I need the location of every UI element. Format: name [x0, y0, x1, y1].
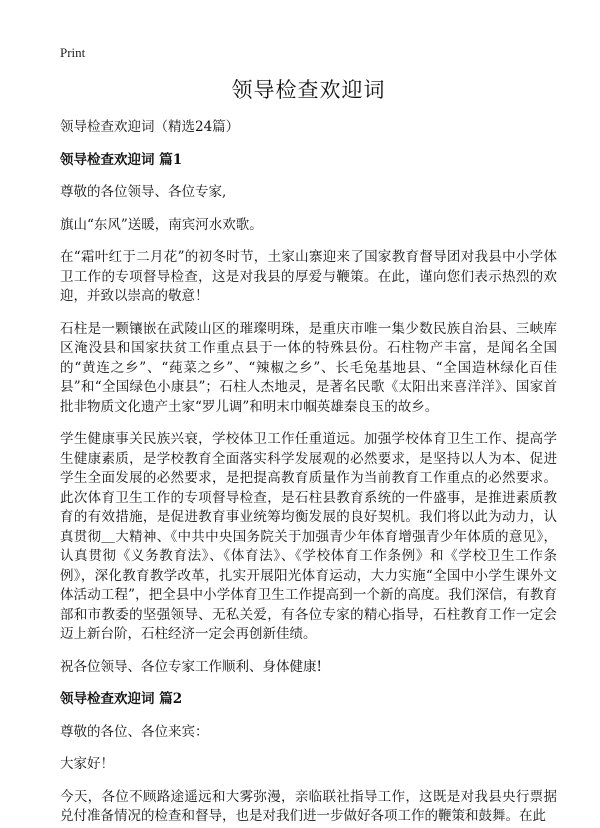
print-link[interactable]: Print — [60, 45, 86, 60]
paragraph: 旗山“东风”送暖，南宾河水欢歌。 — [60, 216, 263, 233]
paragraph: 大家好！ — [60, 756, 114, 772]
section-heading: 领导检查欢迎词 篇1 — [60, 151, 183, 168]
document-subtitle: 领导检查欢迎词（精选24篇） — [60, 119, 240, 135]
paragraph: 在“霜叶红于二月花”的初冬时节，土家山寨迎来了国家教育督导团对我县中小学体卫工作的专项督导检查，这是对我县的厚爱与鞭策。在此，谨向您们表示热烈的欢迎，并致以崇高的敬意！ — [60, 249, 557, 304]
paragraph: 今天，各位不顾路途遥远和大雾弥漫，亲临联社指导工作，这既是对我县央行票据兑付准备情况的检查和督导，也是对我们进一步做好各项工作的鞭策和鼓舞。在此 — [60, 788, 557, 824]
paragraph: 学生健康事关民族兴衰，学校体卫工作任重道远。加强学校体育卫生工作、提高学生健康素质，是学校教育全面落实科学发展观的必然要求，是坚持以人为本、促进学生全面发展的必然要求，是把提高教育质量作为当前教育工作重点的必然要求。此次体育卫生工作的专项督导检查，是石柱县教育系统的一件盛事，是推进素质教育的有效措施，是促进教育事业统筹均衡发展的良好契机。我们将以此为动力，认真贯彻＿大精神、《中共中央国务院关于加强青少年体育增强青少年体质的意见》，认真贯彻《义务教育法》、《体育法》、《学校体育工作条例》和《学校卫生工作条例》，深化教育教学改革，扎实开展阳光体育运动，大力实施“全国中小学生课外文体活动工程”，把全县中小学体育卫生工作提高到一个新的高度。我们深信，有教育部和市教委的坚强领导、无私关爱，有各位专家的精心指导，石柱教育工作一定会迈上新台阶，石柱经济一定会再创新佳绩。 — [60, 431, 557, 642]
section-2 — [60, 690, 557, 827]
paragraph: 尊敬的各位、各位来宾： — [60, 723, 209, 740]
paragraph: 祝各位领导、各位专家工作顺利、身体健康! — [60, 658, 322, 675]
document-title: 领导检查欢迎词 — [231, 78, 386, 102]
paragraph: 尊敬的各位领导、各位专家, — [60, 184, 227, 200]
paragraph: 石柱是一颗镶嵌在武陵山区的璀璨明珠，是重庆市唯一集少数民族自治县、三峡库区淹没县和国家扶贫工作重点县于一体的特殊县份。石柱物产丰富，是闻名全国的“黄连之乡”、“莼菜之乡”、“辣椒之乡”、长毛兔基地县、“全国造林绿化百佳县”和“全国绿色小康县”；石柱人杰地灵，是著名民歌《太阳出来喜洋洋》、国家首批非物质文化遗产土家“罗儿调”和明末巾帼英雄秦良玉的故乡。 — [60, 320, 557, 415]
section-1 — [60, 151, 557, 678]
section-heading: 领导检查欢迎词 篇2 — [60, 691, 183, 707]
